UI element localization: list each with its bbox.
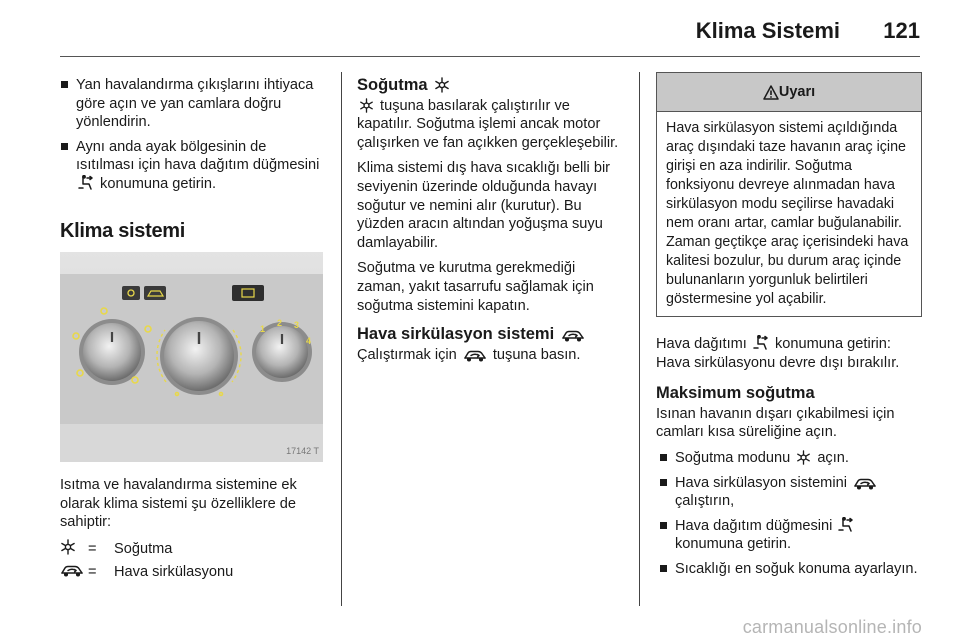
fan-speed-digit: 2	[277, 318, 283, 329]
legend-label: Soğutma	[114, 541, 173, 558]
page-number: 121	[883, 18, 920, 43]
list-item: Sıcaklığı en soğuk konuma ayarlayın.	[659, 560, 922, 579]
column-divider	[341, 72, 342, 606]
paragraph: Soğutma ve kurutma gerekmediği zaman, yakıt tasarrufu sağlamak için soğutma sistemini kapatın.	[357, 260, 594, 314]
car-recirculation-icon	[853, 476, 877, 490]
paragraph: Çalıştırmak için tuşuna basın.	[357, 346, 581, 363]
snowflake-icon	[60, 539, 76, 555]
column-1	[60, 62, 323, 584]
list-item: Aynı anda ayak bölgesinin de ısıtılması için hava dağıtım düğmesini konumuna getirin.	[60, 138, 323, 194]
column-3	[656, 62, 922, 585]
legend-row: = Soğutma	[60, 539, 323, 561]
seat-feet-distribution-icon	[78, 175, 94, 191]
warning-box	[656, 72, 922, 317]
warning-title: Uyarı	[778, 83, 816, 100]
intro-text: Isıtma ve havalandırma sistemine ek olarak klima sistemi şu özelliklere de sahiptir:	[60, 477, 297, 531]
fan-speed-digit: 4	[306, 336, 312, 347]
list-item: Soğutma modunu açın.	[659, 449, 922, 468]
snowflake-icon	[359, 98, 374, 113]
section-heading: Maksimum soğutma	[656, 384, 815, 403]
list-item: Hava sirkülasyon sistemini çalıştırın,	[659, 474, 922, 511]
paragraph: Hava dağıtımı konumuna getirin: Hava sirkülasyonu devre dışı bırakılır.	[656, 336, 900, 371]
paragraph: tuşuna basılarak çalıştırılır ve kapatılır. Soğutma işlemi ancak motor çalışırken ve fan açıkken gerçekleşebilir.	[357, 97, 619, 151]
section-heading: Klima sistemi	[60, 219, 186, 242]
snowflake-icon	[434, 77, 450, 93]
section-heading: Hava sirkülasyon sistemi	[357, 325, 625, 344]
photo-reference-code: 17142 T	[286, 445, 319, 456]
seat-feet-distribution-icon	[838, 517, 854, 533]
chapter-title: Klima Sistemi	[695, 18, 840, 43]
column-2	[357, 62, 625, 371]
legend-row: = Hava sirkülasyonu	[60, 563, 323, 583]
list-item: Yan havalandırma çıkışlarını ihtiyaca göre açın ve yan camlara doğru yönlendirin.	[60, 76, 323, 132]
page-header	[60, 0, 920, 57]
watermark: carmanualsonline.info	[742, 617, 922, 637]
fan-speed-digit: 3	[294, 320, 300, 331]
control-panel-illustration	[60, 252, 323, 462]
paragraph: Isınan havanın dışarı çıkabilmesi için camları kısa süreliğine açın.	[656, 405, 895, 441]
seat-feet-distribution-icon	[753, 335, 769, 351]
car-recirculation-icon	[561, 328, 585, 342]
snowflake-icon	[796, 450, 811, 465]
fan-speed-digit: 1	[260, 324, 266, 335]
column-divider	[639, 72, 640, 606]
car-recirculation-icon	[463, 348, 487, 362]
warning-triangle-icon	[763, 85, 779, 100]
legend-label: Hava sirkülasyonu	[114, 564, 234, 581]
climate-control-photo	[60, 252, 323, 462]
paragraph: Klima sistemi dış hava sıcaklığı belli bir seviyenin üzerinde olduğunda havayı soğutur ve nemini alır (kurutur). Bu yüzden aracın altından yoğuşma suyu damlayabilir.	[357, 160, 611, 251]
list-item: Hava dağıtım düğmesini konumuna getirin.	[659, 517, 922, 554]
car-recirculation-icon	[60, 563, 84, 577]
section-heading: Soğutma	[357, 76, 625, 95]
warning-text: Hava sirkülasyon sistemi açıldığında araç dışındaki taze havanın araç içine girişi en aza indirilir. Soğutma fonksiyonu devreye alınmadan hava sirkülasyon modu seçilirse havadaki nem oranı artar, camlar buğulanabilir. Zaman geçtikçe araç içerisindeki hava kalitesi bozulur, bu durum araç içinde bulunanların yorgunluk belirtileri göstermesine yol açabilir.	[666, 120, 909, 307]
warning-header	[657, 73, 921, 112]
